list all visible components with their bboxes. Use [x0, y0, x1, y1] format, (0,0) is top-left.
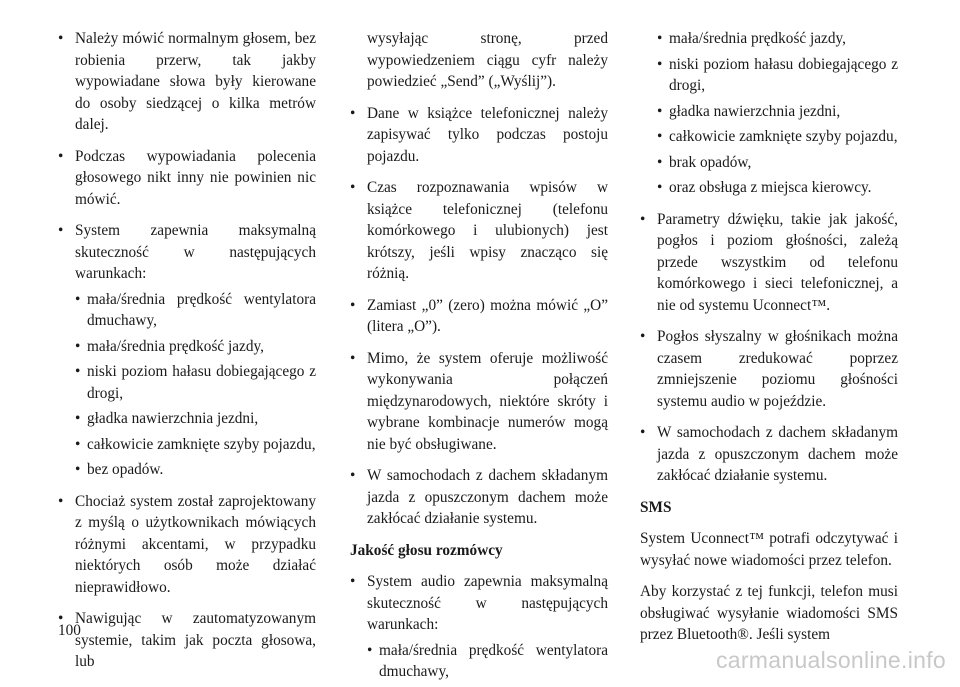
paragraph: Aby korzystać z tej funkcji, telefon musi obsługiwać wysyłanie wiadomości SMS przez Bluetooth®. Jeśli system [640, 583, 898, 643]
middle-column [350, 28, 608, 687]
sub-item: • mała/średnia prędkość wentylatora dmuchawy, [350, 640, 608, 683]
sub-item: • oraz obsługa z miejsca kierowcy. [640, 177, 898, 199]
continued-text: wysyłając stronę, przed wypowiedzeniem ciągu cyfr należy powiedzieć „Send” („Wyślij”). [367, 30, 608, 90]
section-heading: SMS [640, 498, 672, 516]
sub-item: • niski poziom hałasu dobiegającego z drogi, [58, 361, 316, 404]
bullet-international-calls: • Mimo, że system oferuje możliwość wykonywania połączeń międzynarodowych, niektóre skróty i wybrane kombinacje numerów mogą nie być obsługiwane. [350, 348, 608, 456]
sub-item: • mała/średnia prędkość jazdy, [58, 336, 316, 358]
bullet-phonebook-data: • Dane w książce telefonicznej należy zapisywać tylko podczas postoju pojazdu. [350, 103, 608, 168]
bullet-no-one-else-talks: • Podczas wypowiadania polecenia głosowego nikt inny nie powinien nic mówić. [58, 146, 316, 211]
bullet-accents: • Chociaż system został zaprojektowany z myślą o użytkownikach mówiących różnymi akcentami, w przypadku niektórych osób może działać nieprawidłowo. [58, 491, 316, 599]
bullet-automated-system: • Nawigując w zautomatyzowanym systemie, takim jak poczta głosowa, lub [58, 608, 316, 673]
sub-item: • bez opadów. [58, 459, 316, 481]
sub-item: • brak opadów, [640, 152, 898, 174]
paragraph: System Uconnect™ potrafi odczytywać i wysyłać nowe wiadomości przez telefon. [640, 530, 898, 569]
bullet-echo: • Pogłos słyszalny w głośnikach można czasem zredukować poprzez zmniejszenie poziomu głośności systemu audio w pojeździe. [640, 326, 898, 412]
page-number: 100 [58, 622, 81, 639]
bullet-speak-normally: • Należy mówić normalnym głosem, bez robienia przerw, tak jakby wypowiadane słowa były kierowane do osoby siedzącej o kilka metrów dalej. [58, 28, 316, 136]
bullet-audio-max-effectiveness: • System audio zapewnia maksymalną skuteczność w następujących warunkach: [350, 571, 608, 636]
sub-item: • całkowicie zamknięte szyby pojazdu, [58, 434, 316, 456]
section-heading: Jakość głosu rozmówcy [350, 541, 503, 559]
sub-item: • gładka nawierzchnia jezdni, [58, 408, 316, 430]
bullet-convertible-roof: • W samochodach z dachem składanym jazda z opuszczonym dachem może zakłócać działanie systemu. [350, 465, 608, 530]
sub-item: • mała/średnia prędkość wentylatora dmuchawy, [58, 289, 316, 332]
bullet-zero-letter: • Zamiast „0” (zero) można mówić „O” (litera „O”). [350, 295, 608, 338]
sub-item: • mała/średnia prędkość jazdy, [640, 28, 898, 50]
sub-item: • niski poziom hałasu dobiegającego z drogi, [640, 54, 898, 97]
bullet-recognition-time: • Czas rozpoznawania wpisów w książce telefonicznej (telefonu komórkowego i ulubionych) jest krótszy, jeśli wpisy znacząco się różnią. [350, 177, 608, 285]
sub-item: • gładka nawierzchnia jezdni, [640, 101, 898, 123]
bullet-sound-parameters: • Parametry dźwięku, takie jak jakość, pogłos i poziom głośności, zależą przede wszystkim od telefonu komórkowego i sieci telefonicznej, a nie od systemu Uconnect™. [640, 209, 898, 317]
bullet-convertible-roof: • W samochodach z dachem składanym jazda z opuszczonym dachem może zakłócać działanie systemu. [640, 422, 898, 487]
watermark: carmanualsonline.info [715, 647, 946, 673]
right-column [640, 28, 898, 656]
left-column [58, 28, 316, 683]
sub-item: • całkowicie zamknięte szyby pojazdu, [640, 126, 898, 148]
bullet-max-effectiveness: • System zapewnia maksymalną skuteczność w następujących warunkach: [58, 220, 316, 285]
